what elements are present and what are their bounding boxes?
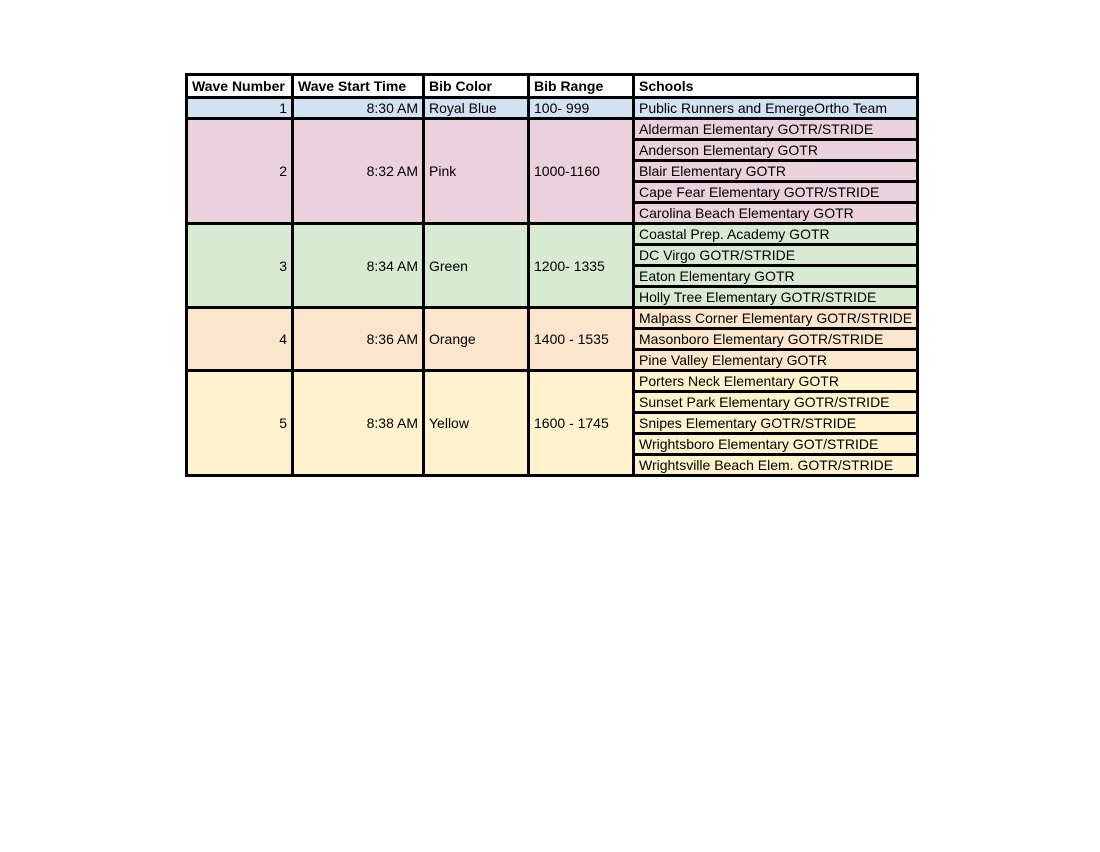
school-cell: Coastal Prep. Academy GOTR (634, 224, 918, 245)
bib-range-cell: 1200- 1335 (529, 224, 634, 308)
header-wave-number: Wave Number (187, 75, 293, 98)
school-cell: Wrightsboro Elementary GOT/STRIDE (634, 434, 918, 455)
wave-number-cell: 4 (187, 308, 293, 371)
wave-number-cell: 1 (187, 98, 293, 119)
school-cell: Public Runners and EmergeOrtho Team (634, 98, 918, 119)
bib-range-cell: 1000-1160 (529, 119, 634, 224)
bib-color-cell: Green (424, 224, 529, 308)
table-row (187, 224, 918, 245)
school-cell: Alderman Elementary GOTR/STRIDE (634, 119, 918, 140)
school-cell: Sunset Park Elementary GOTR/STRIDE (634, 392, 918, 413)
table-row (187, 308, 918, 329)
bib-color-cell: Yellow (424, 371, 529, 476)
bib-color-cell: Pink (424, 119, 529, 224)
wave-table-body (187, 98, 918, 476)
header-bib-color: Bib Color (424, 75, 529, 98)
bib-color-cell: Orange (424, 308, 529, 371)
header-schools: Schools (634, 75, 918, 98)
school-cell: Anderson Elementary GOTR (634, 140, 918, 161)
school-cell: Cape Fear Elementary GOTR/STRIDE (634, 182, 918, 203)
bib-color-cell: Royal Blue (424, 98, 529, 119)
school-cell: Malpass Corner Elementary GOTR/STRIDE (634, 308, 918, 329)
school-cell: Eaton Elementary GOTR (634, 266, 918, 287)
bib-range-cell: 1600 - 1745 (529, 371, 634, 476)
school-cell: Pine Valley Elementary GOTR (634, 350, 918, 371)
school-cell: Blair Elementary GOTR (634, 161, 918, 182)
bib-range-cell: 1400 - 1535 (529, 308, 634, 371)
header-row (187, 75, 918, 98)
school-cell: Carolina Beach Elementary GOTR (634, 203, 918, 224)
school-cell: DC Virgo GOTR/STRIDE (634, 245, 918, 266)
school-cell: Porters Neck Elementary GOTR (634, 371, 918, 392)
wave-number-cell: 5 (187, 371, 293, 476)
wave-number-cell: 2 (187, 119, 293, 224)
school-cell: Masonboro Elementary GOTR/STRIDE (634, 329, 918, 350)
school-cell: Holly Tree Elementary GOTR/STRIDE (634, 287, 918, 308)
wave-schedule-table (185, 73, 919, 477)
wave-start-time-cell: 8:34 AM (293, 224, 424, 308)
table-row (187, 119, 918, 140)
wave-start-time-cell: 8:38 AM (293, 371, 424, 476)
header-wave-start-time: Wave Start Time (293, 75, 424, 98)
wave-start-time-cell: 8:30 AM (293, 98, 424, 119)
header-bib-range: Bib Range (529, 75, 634, 98)
table-row (187, 371, 918, 392)
table-row (187, 98, 918, 119)
bib-range-cell: 100- 999 (529, 98, 634, 119)
wave-number-cell: 3 (187, 224, 293, 308)
school-cell: Wrightsville Beach Elem. GOTR/STRIDE (634, 455, 918, 476)
school-cell: Snipes Elementary GOTR/STRIDE (634, 413, 918, 434)
wave-start-time-cell: 8:32 AM (293, 119, 424, 224)
wave-start-time-cell: 8:36 AM (293, 308, 424, 371)
